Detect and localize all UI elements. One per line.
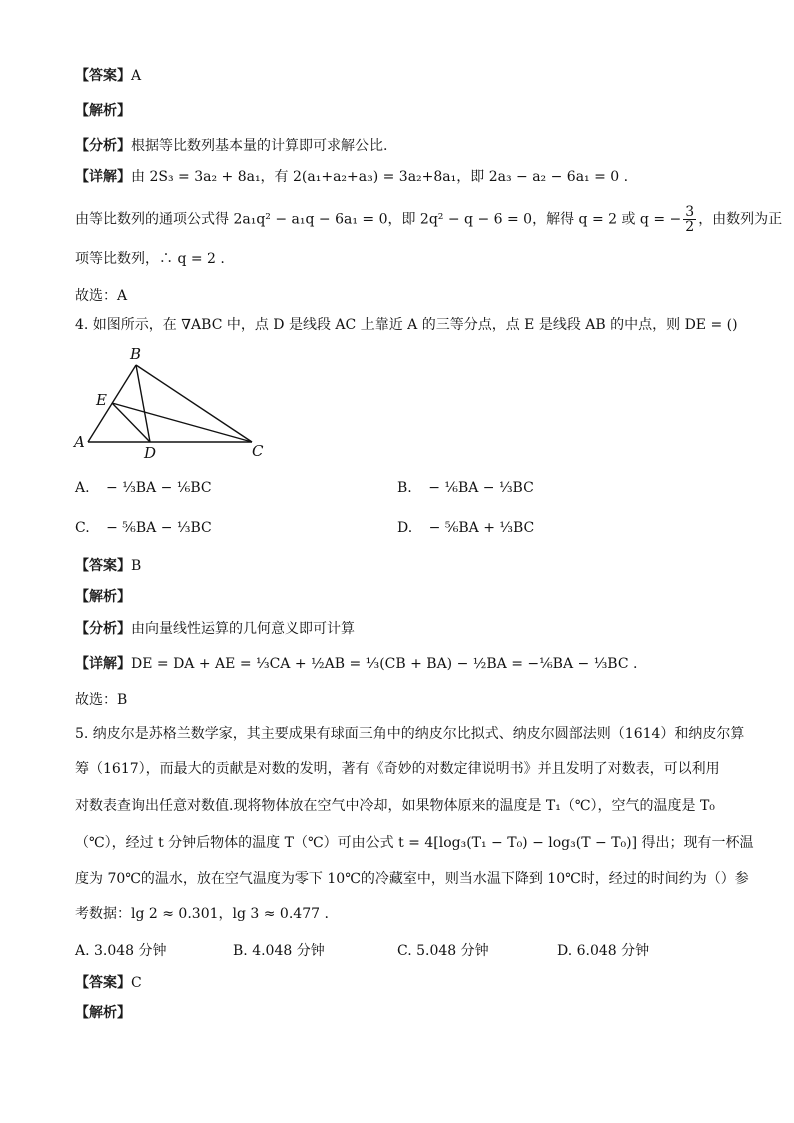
q5-line-6: 考数据：lg 2 ≈ 0.301，lg 3 ≈ 0.477 . [75,906,329,922]
q4-option-a: A. − ⅓BA − ⅙BC [75,480,212,496]
detail-text-2b: ，由数列为正 [698,211,783,228]
label-d: D [144,444,157,460]
q5-line-1: 5. 纳皮尔是苏格兰数学家，其主要成果有球面三角中的纳皮尔比拟式、纳皮尔圆部法则（1614）和纳皮尔算 [75,726,745,742]
q4-analysis-label: 【解析】 [75,589,131,605]
q4-choice-line: 故选：B [75,692,128,708]
q4-detail-line: 【详解】DE = DA + AE = ⅓CA + ½AB = ⅓(CB + BA) − ½BA = −⅙BA − ⅓BC . [75,656,638,672]
fenxi-text: 根据等比数列基本量的计算即可求解公比. [131,138,388,154]
detail-label: 【详解】 [75,169,131,185]
q4-option-c: C. − ⅚BA − ⅓BC [75,520,212,536]
triangle-figure [70,345,280,464]
label-e: E [96,391,107,409]
q5-option-b: B. 4.048 分钟 [233,943,325,959]
q4-option-b: B. − ⅙BA − ⅓BC [397,480,534,496]
q4-option-d: D. − ⅚BA + ⅓BC [397,520,535,536]
q5-analysis-label: 【解析】 [75,1005,131,1021]
detail-text-1: 由 2S₃ = 3a₂ + 8a₁，有 2(a₁+a₂+a₃) = 3a₂+8a₁，即 2a₃ − a₂ − 6a₁ = 0 . [131,169,629,185]
q4-fenxi-line: 【分析】由向量线性运算的几何意义即可计算 [75,621,355,637]
q5-line-4: （℃），经过 t 分钟后物体的温度 T（℃）可由公式 t = 4[log₃(T₁ − T₀) − log₃(T − T₀)] 得出；现有一杯温 [75,835,754,851]
q3-fenxi-line [75,136,387,156]
q4-answer-line: 【答案】B [75,558,142,574]
answer-value: A [131,68,142,84]
q5-option-d: D. 6.048 分钟 [557,943,650,959]
q5-line-3: 对数表查询出任意对数值.现将物体放在空气中冷却，如果物体原来的温度是 T₁（℃），空气的温度是 T₀ [75,798,715,814]
q5-option-a: A. 3.048 分钟 [75,943,167,959]
q3-analysis-label [75,101,131,121]
fraction-three-halves: $\frac{3}{2}$ [685,204,695,235]
q5-line-2: 筹（1617），而最大的贡献是对数的发明，著有《奇妙的对数定律说明书》并且发明了对数表，可以利用 [75,761,720,777]
q5-option-c: C. 5.048 分钟 [397,943,489,959]
q4-stem-text: 4. 如图所示，在 ∇ABC 中，点 D 是线段 AC 上靠近 A 的三等分点，点 E 是线段 AB 的中点，则 DE = () [75,317,738,333]
detail-text-2a: 由等比数列的通项公式得 2a₁q² − a₁q − 6a₁ = 0，即 2q² − q − 6 = 0，解得 q = 2 或 q = − [75,211,682,228]
analysis-label: 【解析】 [75,103,131,119]
triangle-diagram [70,345,280,460]
q4-detail-text: DE = DA + AE = ⅓CA + ½AB = ⅓(CB + BA) − ½BA = −⅙BA − ⅓BC . [131,656,638,672]
label-c: C [252,442,264,460]
label-a: A [74,433,85,451]
q3-answer-line [75,66,141,86]
answer-label: 【答案】 [75,68,131,84]
label-b: B [130,345,142,363]
choice-text: 故选：A [75,288,128,304]
q5-line-5: 度为 70℃的温水，放在空气温度为零下 10℃的冷藏室中，则当水温下降到 10℃时，经过的时间约为（）参 [75,871,749,887]
q4-stem [75,315,738,335]
q3-detail-line-2 [75,205,782,234]
fenxi-label: 【分析】 [75,138,131,154]
detail-text-3: 项等比数列，∴ q = 2 . [75,251,225,267]
q3-choice-line [75,286,127,306]
q5-answer-line: 【答案】C [75,975,142,991]
q3-detail-line-3 [75,249,225,269]
q3-detail-line-1 [75,167,628,187]
